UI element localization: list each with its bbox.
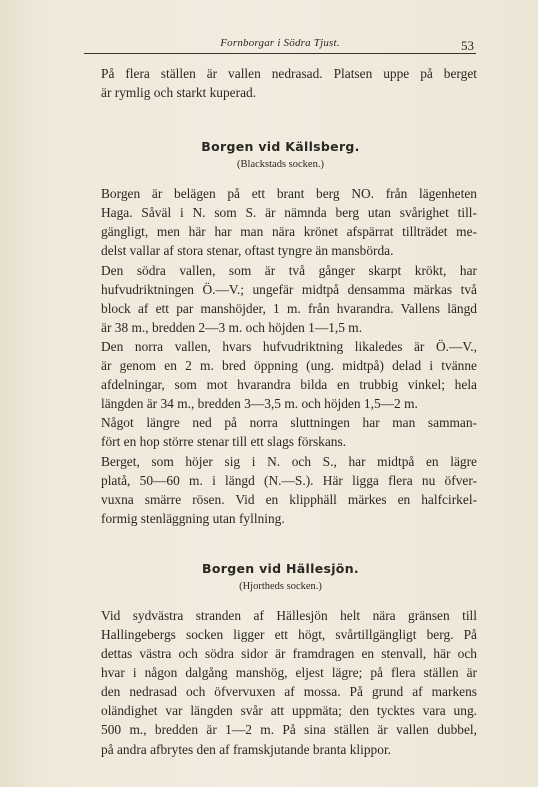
paragraph [84,261,477,337]
text-line: är 38 m., bredden 2—3 m. och höjden 1—1,5 m. [101,319,363,335]
text-line: Haga. Såväl i N. som S. är nämnda berg utan svårighet till- [101,205,477,221]
parish-note-kallsberg: (Blackstads socken.) [237,159,324,171]
paragraph [84,413,477,451]
page-number: 53 [461,38,474,53]
text-line: längden är 34 m., bredden 3—3,5 m. och höjden 1,5—2 m. [101,396,418,412]
text-line: Den norra vallen, hvars hufvudriktning likaledes är Ö.—V., [101,338,477,354]
text-line: på andra afbrytes den af framskjutande branta klippor. [101,741,392,757]
paragraph [84,606,477,759]
text-line: dettas västra och södra sidor är framdragen en stenvall, här och [101,646,477,662]
text-line: Berget, som höjer sig i N. och S., har midtpå en lägre [101,453,477,469]
text-line: På flera ställen är vallen nedrasad. Platsen uppe på berget [101,66,477,81]
text-line: formig stenläggning utan fyllning. [101,510,285,526]
text-line: hvar i någon dalgång manshög, eljest lägre; på flera ställen är [101,665,477,681]
text-line: är rymlig och starkt kuperad. [101,85,257,101]
text-line: afdelningar, som mot hvarandra bilda en trubbig vinkel; hela [101,377,477,393]
text-line: Hallingebergs socken ligger ett högt, svårtillgängligt berg. På [101,626,477,642]
parish-note-hallesjon: (Hjortheds socken.) [239,580,322,592]
text-line: delst vallar af stora stenar, oftast tyngre än mansbörda. [101,243,394,259]
page-content [84,64,477,759]
paragraph [84,337,477,413]
text-line: gängligt, men här har man nära krönet afspärrat tillträdet me- [101,224,477,240]
text-line: platå, 50—60 m. i längd (N.—S.). Här ligga flera nu öfver- [101,472,477,488]
section-heading-hallesjon: Borgen vid Hällesjön. [202,560,359,576]
text-line: Vid sydvästra stranden af Hällesjön helt nära gränsen till [101,607,477,623]
text-line: Borgen är belägen på ett brant berg NO. från lägenheten [101,186,477,202]
text-line: Den södra vallen, som är två gånger skarpt krökt, har [101,262,477,278]
text-line: är genom en 2 m. bred öppning (ung. midtpå) delad i tvänne [101,358,477,374]
text-line: vuxna smärre rösen. Vid en klipphäll märkes en halfcirkel- [101,491,477,507]
text-line: fört en hop större stenar till ett slags förskans. [101,434,347,450]
page-header [84,33,476,54]
paragraph [84,184,477,260]
text-line: hufvudriktningen Ö.—V.; ungefär midtpå densamma märkas två [101,281,477,297]
text-line: 500 m., bredden är 1—2 m. På sina ställen är vallen dubbel, [101,722,477,738]
running-title: Fornborgar i Södra Tjust. [220,37,340,49]
text-line: den nedrasad och öfvervuxen af mossa. På grund af markens [101,684,477,700]
text-line: block af ett par manshöjder, 1 m. från hvarandra. Vallens längd [101,300,477,316]
intro-paragraph [84,64,477,102]
text-line: oländighet var längden svår att uppmäta; den tycktes vara ung. [101,703,477,719]
section-heading-kallsberg: Borgen vid Källsberg. [201,139,360,155]
text-line: Något längre ned på norra sluttningen har man samman- [101,415,477,431]
paragraph [84,452,477,528]
